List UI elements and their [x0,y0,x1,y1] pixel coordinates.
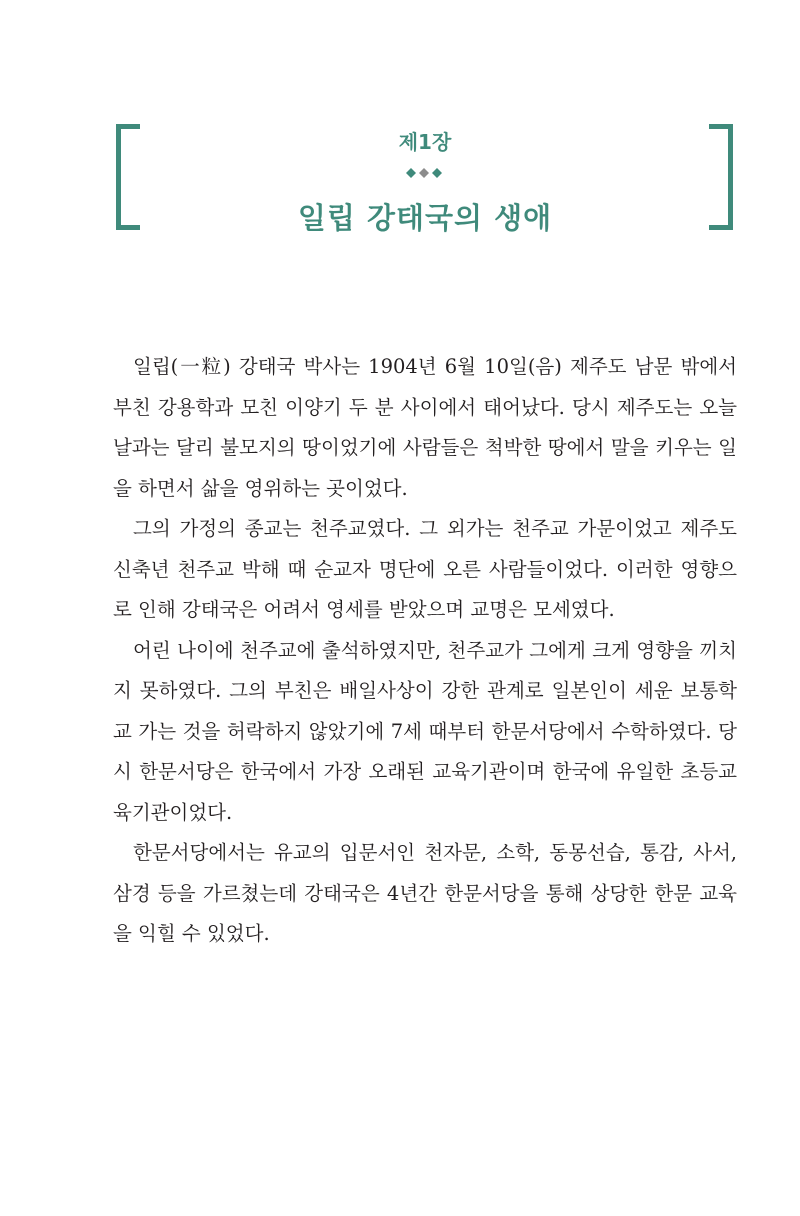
diamond-divider-icon [404,166,444,180]
chapter-number: 제1장 [398,130,452,154]
paragraph: 일립(一粒) 강태국 박사는 1904년 6월 10일(음) 제주도 남문 밖에서 부친 강용학과 모친 이양기 두 분 사이에서 태어났다. 당시 제주도는 오늘날과는 달리 불모지의 땅이었기에 사람들은 척박한 땅에서 말을 키우는 일을 하면서 삶을 영위하는 곳이었다. [113,355,737,500]
paragraph: 그의 가정의 종교는 천주교였다. 그 외가는 천주교 가문이었고 제주도 신축년 천주교 박해 때 순교자 명단에 오른 사람들이었다. 이러한 영향으로 인해 강태국은 어려서 영세를 받았으며 교명은 모세였다. [113,517,737,621]
diamond-left [406,168,416,178]
diamond-middle [419,168,429,178]
chapter-title: 일립 강태국의 생애 [297,201,553,235]
diamond-right [432,168,442,178]
body-text [113,347,737,955]
paragraph: 어린 나이에 천주교에 출석하였지만, 천주교가 그에게 크게 영향을 끼치지 못하였다. 그의 부친은 배일사상이 강한 관계로 일본인이 세운 보통학교 가는 것을 허락하지 않았기에 7세 때부터 한문서당에서 수학하였다. 당시 한문서당은 한국에서 가장 오래된 교육기관이며 한국에 유일한 초등교육기관이었다. [113,638,737,824]
paragraph: 한문서당에서는 유교의 입문서인 천자문, 소학, 동몽선습, 통감, 사서, 삼경 등을 가르쳤는데 강태국은 4년간 한문서당을 통해 상당한 한문 교육을 익힐 수 있었다. [113,841,737,945]
